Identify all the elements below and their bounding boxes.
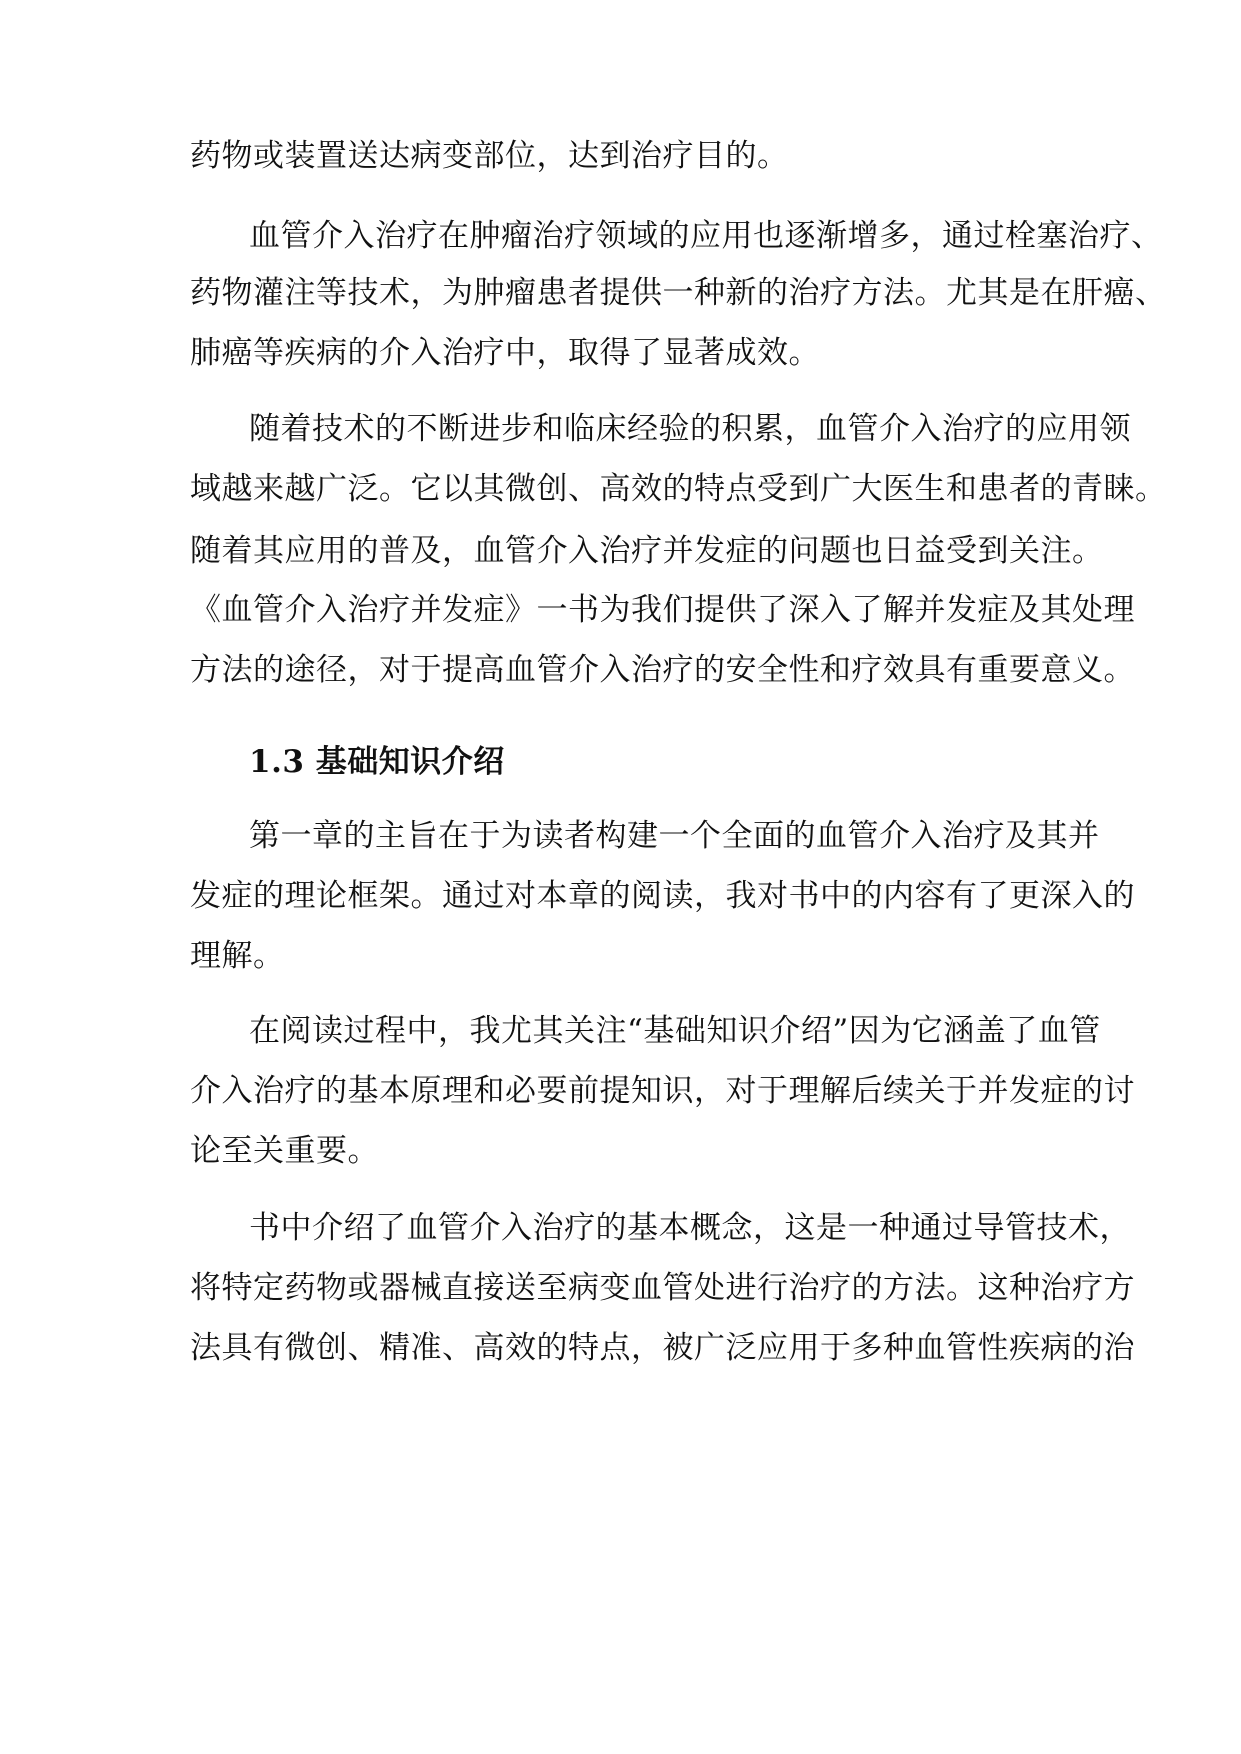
paragraph-line: 域越来越广泛。它以其微创、高效的特点受到广大医生和患者的青睐。: [190, 471, 1167, 507]
paragraph-line: 随着其应用的普及，血管介入治疗并发症的问题也日益受到关注。: [190, 533, 1104, 569]
paragraph-line: 第一章的主旨在于为读者构建一个全面的血管介入治疗及其并: [249, 818, 1100, 854]
paragraph-line: 药物灌注等技术，为肿瘤患者提供一种新的治疗方法。尤其是在肝癌、: [190, 275, 1167, 311]
paragraph-line: 发症的理论框架。通过对本章的阅读，我对书中的内容有了更深入的: [190, 878, 1135, 914]
paragraph-line: 随着技术的不断进步和临床经验的积累，血管介入治疗的应用领: [249, 411, 1131, 447]
paragraph-line: 介入治疗的基本原理和必要前提知识，对于理解后续关于并发症的讨: [190, 1073, 1135, 1109]
paragraph-line: 理解。: [190, 938, 285, 974]
paragraph-line: 血管介入治疗在肿瘤治疗领域的应用也逐渐增多，通过栓塞治疗、: [249, 218, 1163, 254]
paragraph-line: 法具有微创、精准、高效的特点，被广泛应用于多种血管性疾病的治: [190, 1330, 1135, 1366]
paragraph-line: 肺癌等疾病的介入治疗中，取得了显著成效。: [190, 335, 820, 371]
paragraph-line: 书中介绍了血管介入治疗的基本概念，这是一种通过导管技术，: [249, 1210, 1131, 1246]
section-heading: 1.3 基础知识介绍: [249, 744, 505, 780]
paragraph-line: 将特定药物或器械直接送至病变血管处进行治疗的方法。这种治疗方: [190, 1270, 1135, 1306]
paragraph-line: 在阅读过程中，我尤其关注“基础知识介绍”因为它涵盖了血管: [249, 1013, 1101, 1049]
paragraph-line: 论至关重要。: [190, 1133, 379, 1169]
paragraph-line: 药物或装置送达病变部位，达到治疗目的。: [190, 138, 789, 174]
paragraph-line: 《血管介入治疗并发症》一书为我们提供了深入了解并发症及其处理: [190, 592, 1135, 628]
paragraph-line: 方法的途径，对于提高血管介入治疗的安全性和疗效具有重要意义。: [190, 652, 1135, 688]
